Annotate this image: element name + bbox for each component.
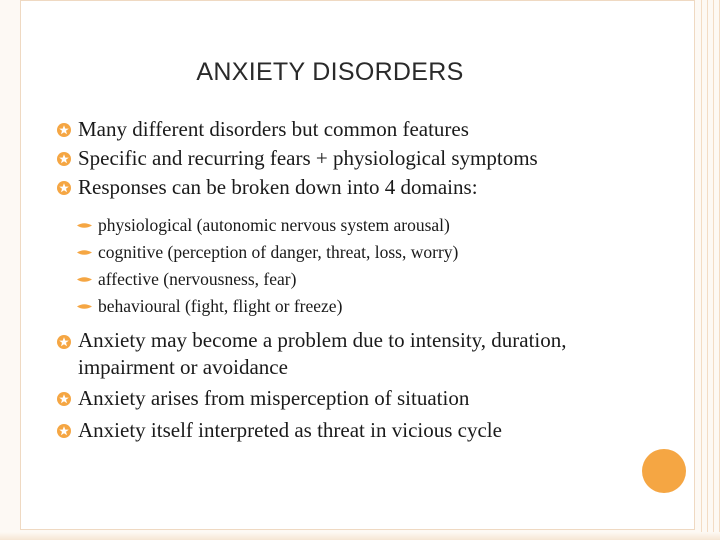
- bullet-text: Anxiety arises from misperception of situation: [78, 386, 470, 410]
- bullet-item: [57, 416, 657, 445]
- arrow-bullet-icon: [77, 302, 92, 311]
- bullet-text: Responses can be broken down into 4 domains:: [78, 175, 478, 199]
- bullet-text: Many different disorders but common features: [78, 117, 469, 141]
- bullet-item: [57, 173, 657, 202]
- arrow-bullet-icon: [77, 248, 92, 257]
- slide-title: ANXIETY DISORDERS: [196, 58, 464, 86]
- sub-bullet-text: affective (nervousness, fear): [98, 269, 297, 289]
- star-bullet-icon: [57, 424, 71, 438]
- sub-bullet-item: [57, 266, 657, 293]
- star-bullet-icon: [57, 335, 71, 349]
- decorative-circle: [642, 449, 686, 493]
- sub-bullet-item: [57, 239, 657, 266]
- bullet-list: [57, 115, 657, 445]
- sub-bullet-item: [57, 212, 657, 239]
- decorative-stripes: [696, 0, 720, 540]
- sub-bullet-text: cognitive (perception of danger, threat, loss, worry): [98, 242, 459, 262]
- decorative-bottom-strip: [0, 532, 720, 540]
- star-bullet-icon: [57, 181, 71, 195]
- bullet-item: [57, 144, 657, 173]
- sub-bullet-text: behavioural (fight, flight or freeze): [98, 296, 343, 316]
- arrow-bullet-icon: [77, 221, 92, 230]
- star-bullet-icon: [57, 123, 71, 137]
- sub-bullet-item: [57, 293, 657, 320]
- bullet-item: [57, 115, 657, 144]
- sub-bullet-text: physiological (autonomic nervous system arousal): [98, 215, 450, 235]
- bullet-text: Specific and recurring fears + physiological symptoms: [78, 146, 538, 170]
- arrow-bullet-icon: [77, 275, 92, 284]
- bullet-text: Anxiety may become a problem due to intensity, duration, impairment or avoidance: [78, 328, 567, 379]
- star-bullet-icon: [57, 392, 71, 406]
- bullet-text: Anxiety itself interpreted as threat in vicious cycle: [78, 418, 502, 442]
- star-bullet-icon: [57, 152, 71, 166]
- bullet-item: [57, 327, 578, 381]
- bullet-item: [57, 384, 657, 413]
